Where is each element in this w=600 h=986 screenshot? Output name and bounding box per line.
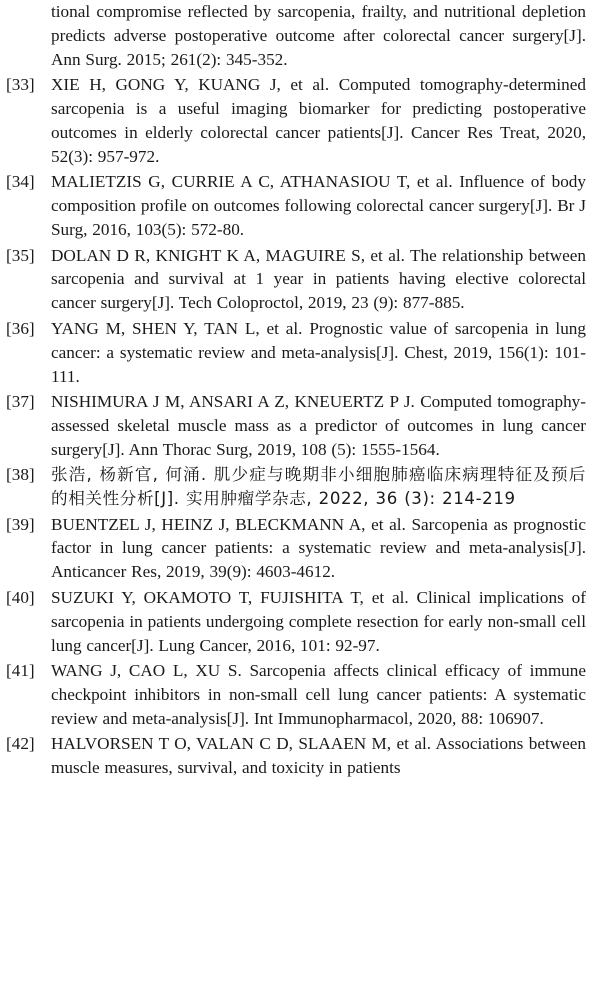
reference-item: [0, 586, 600, 658]
reference-number: [37]: [6, 392, 35, 411]
reference-text: HALVORSEN T O, VALAN C D, SLAAEN M, et al. Associations between muscle measures, survival, and toxicity in patients: [51, 734, 586, 778]
reference-text: MALIETZIS G, CURRIE A C, ATHANASIOU T, et al. Influence of body composition profile on outcomes following colorectal cancer surgery[J]. Br J Surg, 2016, 103(5): 572-80.: [51, 172, 586, 240]
reference-item: [0, 659, 600, 731]
reference-item: [0, 0, 600, 72]
reference-text: YANG M, SHEN Y, TAN L, et al. Prognostic value of sarcopenia in lung cancer: a systematic review and meta-analysis[J]. Chest, 2019, 156(1): 101-111.: [51, 318, 586, 386]
reference-number: [39]: [6, 514, 35, 534]
reference-item: [0, 732, 600, 780]
reference-number: [41]: [6, 660, 35, 680]
reference-text: BUENTZEL J, HEINZ J, BLECKMANN A, et al. Sarcopenia as prognostic factor in lung cancer patients: a systematic review and meta-analysis[J]. Anticancer Res, 2019, 39(9): 4603-4612.: [51, 514, 586, 582]
reference-number: [38]: [6, 465, 35, 485]
reference-item: [0, 390, 600, 462]
reference-text: tional compromise reflected by sarcopenia, frailty, and nutritional depletion predicts adverse postoperative outcome after colorectal cancer surgery[J]. Ann Surg. 2015; 261(2): 345-352.: [51, 2, 586, 69]
reference-text: WANG J, CAO L, XU S. Sarcopenia affects clinical efficacy of immune checkpoint inhibitors in non-small cell lung cancer patients: A systematic review and meta-analysis[J]. Int Immunopharmacol, 2020, 88: 106907.: [51, 660, 586, 728]
reference-item: [0, 513, 600, 585]
reference-text: NISHIMURA J M, ANSARI A Z, KNEUERTZ P J. Computed tomography-assessed skeletal muscle mass as a predictor of outcomes in lung cancer surgery[J]. Ann Thorac Surg, 2019, 108 (5): 1555-1564.: [51, 392, 586, 459]
reference-number: [40]: [6, 587, 35, 607]
reference-text: DOLAN D R, KNIGHT K A, MAGUIRE S, et al. The relationship between sarcopenia and survival at 1 year in patients having elective colorectal cancer surgery[J]. Tech Coloproctol, 2019, 23 (9): 877-885.: [51, 245, 586, 313]
reference-number: [42]: [6, 734, 35, 754]
reference-text: XIE H, GONG Y, KUANG J, et al. Computed tomography-determined sarcopenia is a useful imaging biomarker for predicting postoperative outcomes in elderly colorectal cancer patients[J]. Cancer Res Treat, 2020, 52(3): 957-972.: [51, 75, 586, 166]
reference-number: [34]: [6, 172, 35, 192]
reference-item: [0, 244, 600, 316]
reference-item: [0, 170, 600, 242]
reference-item: [0, 463, 600, 511]
reference-number: [36]: [6, 318, 35, 338]
reference-text: SUZUKI Y, OKAMOTO T, FUJISHITA T, et al. Clinical implications of sarcopenia in patients undergoing complete resection for early non-small cell lung cancer[J]. Lung Cancer, 2016, 101: 92-97.: [51, 587, 586, 655]
reference-text: 张浩, 杨新官, 何涌. 肌少症与晚期非小细胞肺癌临床病理特征及预后的相关性分析[J]. 实用肿瘤学杂志, 2022, 36 (3): 214-219: [51, 465, 586, 509]
reference-number: [33]: [6, 75, 35, 95]
reference-item: [0, 73, 600, 169]
reference-number: [35]: [6, 245, 35, 265]
reference-item: [0, 317, 600, 389]
